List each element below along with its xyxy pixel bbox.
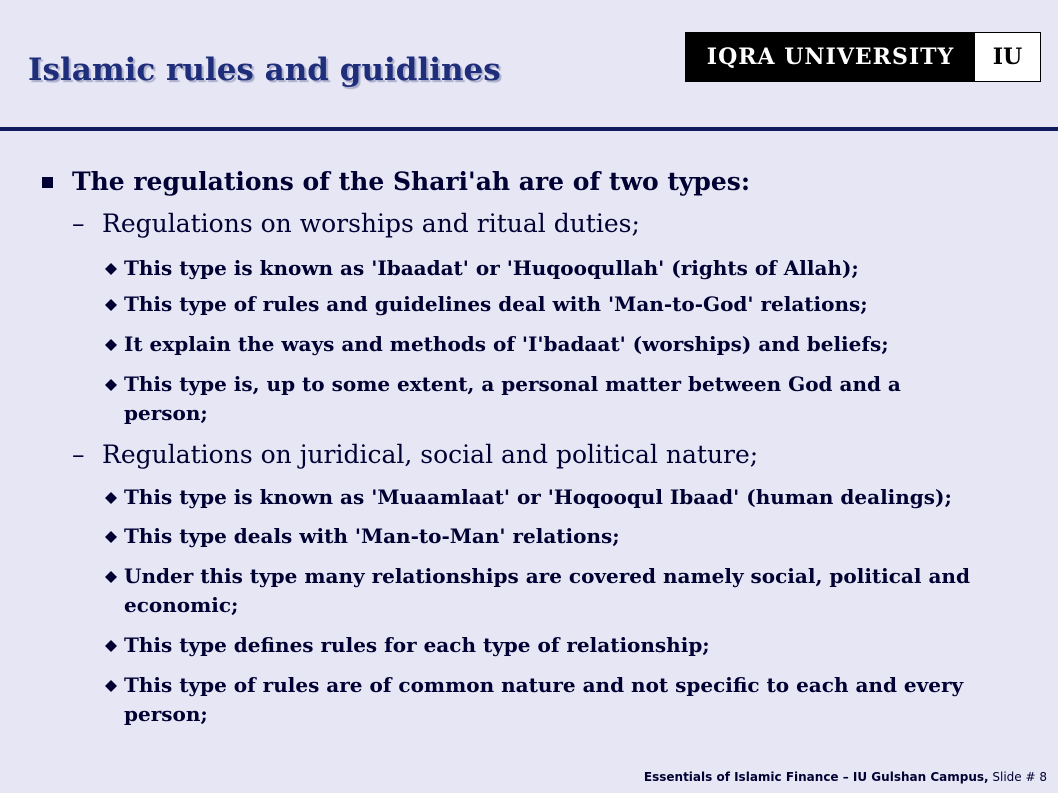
university-logo	[685, 32, 1041, 82]
list-item: This type defines rules for each type of relationship;	[124, 633, 710, 657]
dash-bullet-icon: –	[72, 440, 85, 469]
list-item: This type is known as 'Ibaadat' or 'Huqooqullah' (rights of Allah);	[124, 256, 859, 280]
diamond-bullet-icon	[103, 261, 119, 277]
logo-abbr: IU	[975, 33, 1040, 81]
section-heading: Regulations on juridical, social and political nature;	[102, 440, 759, 469]
square-bullet-icon	[42, 177, 53, 188]
list-item: This type is, up to some extent, a personal matter between God and a person;	[124, 372, 901, 425]
list-item: Under this type many relationships are covered namely social, political and economic;	[124, 564, 970, 617]
footer-slide-number: Slide # 8	[992, 770, 1047, 784]
diamond-bullet-icon	[103, 569, 119, 585]
diamond-bullet-icon	[103, 638, 119, 654]
diamond-bullet-icon	[103, 337, 119, 353]
diamond-bullet-icon	[103, 490, 119, 506]
diamond-bullet-icon	[103, 377, 119, 393]
logo-name: IQRA UNIVERSITY	[686, 33, 975, 81]
diamond-bullet-icon	[103, 529, 119, 545]
dash-bullet-icon: –	[72, 209, 85, 238]
list-item: This type of rules are of common nature and not specific to each and every person;	[124, 673, 964, 726]
list-item: It explain the ways and methods of 'I'badaat' (worships) and beliefs;	[124, 332, 889, 356]
diamond-bullet-icon	[103, 297, 119, 313]
section-heading: Regulations on worships and ritual duties;	[102, 209, 640, 238]
title-divider	[0, 127, 1058, 131]
footer-course: Essentials of Islamic Finance – IU Gulshan Campus,	[643, 770, 989, 784]
main-point: The regulations of the Shari'ah are of two types:	[72, 167, 751, 196]
diamond-bullet-icon	[103, 678, 119, 694]
list-item: This type deals with 'Man-to-Man' relations;	[124, 524, 620, 548]
slide-title: Islamic rules and guidlines	[28, 52, 501, 88]
list-item: This type of rules and guidelines deal with 'Man-to-God' relations;	[124, 292, 868, 316]
slide-footer	[644, 770, 1047, 784]
list-item: This type is known as 'Muaamlaat' or 'Hoqooqul Ibaad' (human dealings);	[124, 485, 952, 509]
